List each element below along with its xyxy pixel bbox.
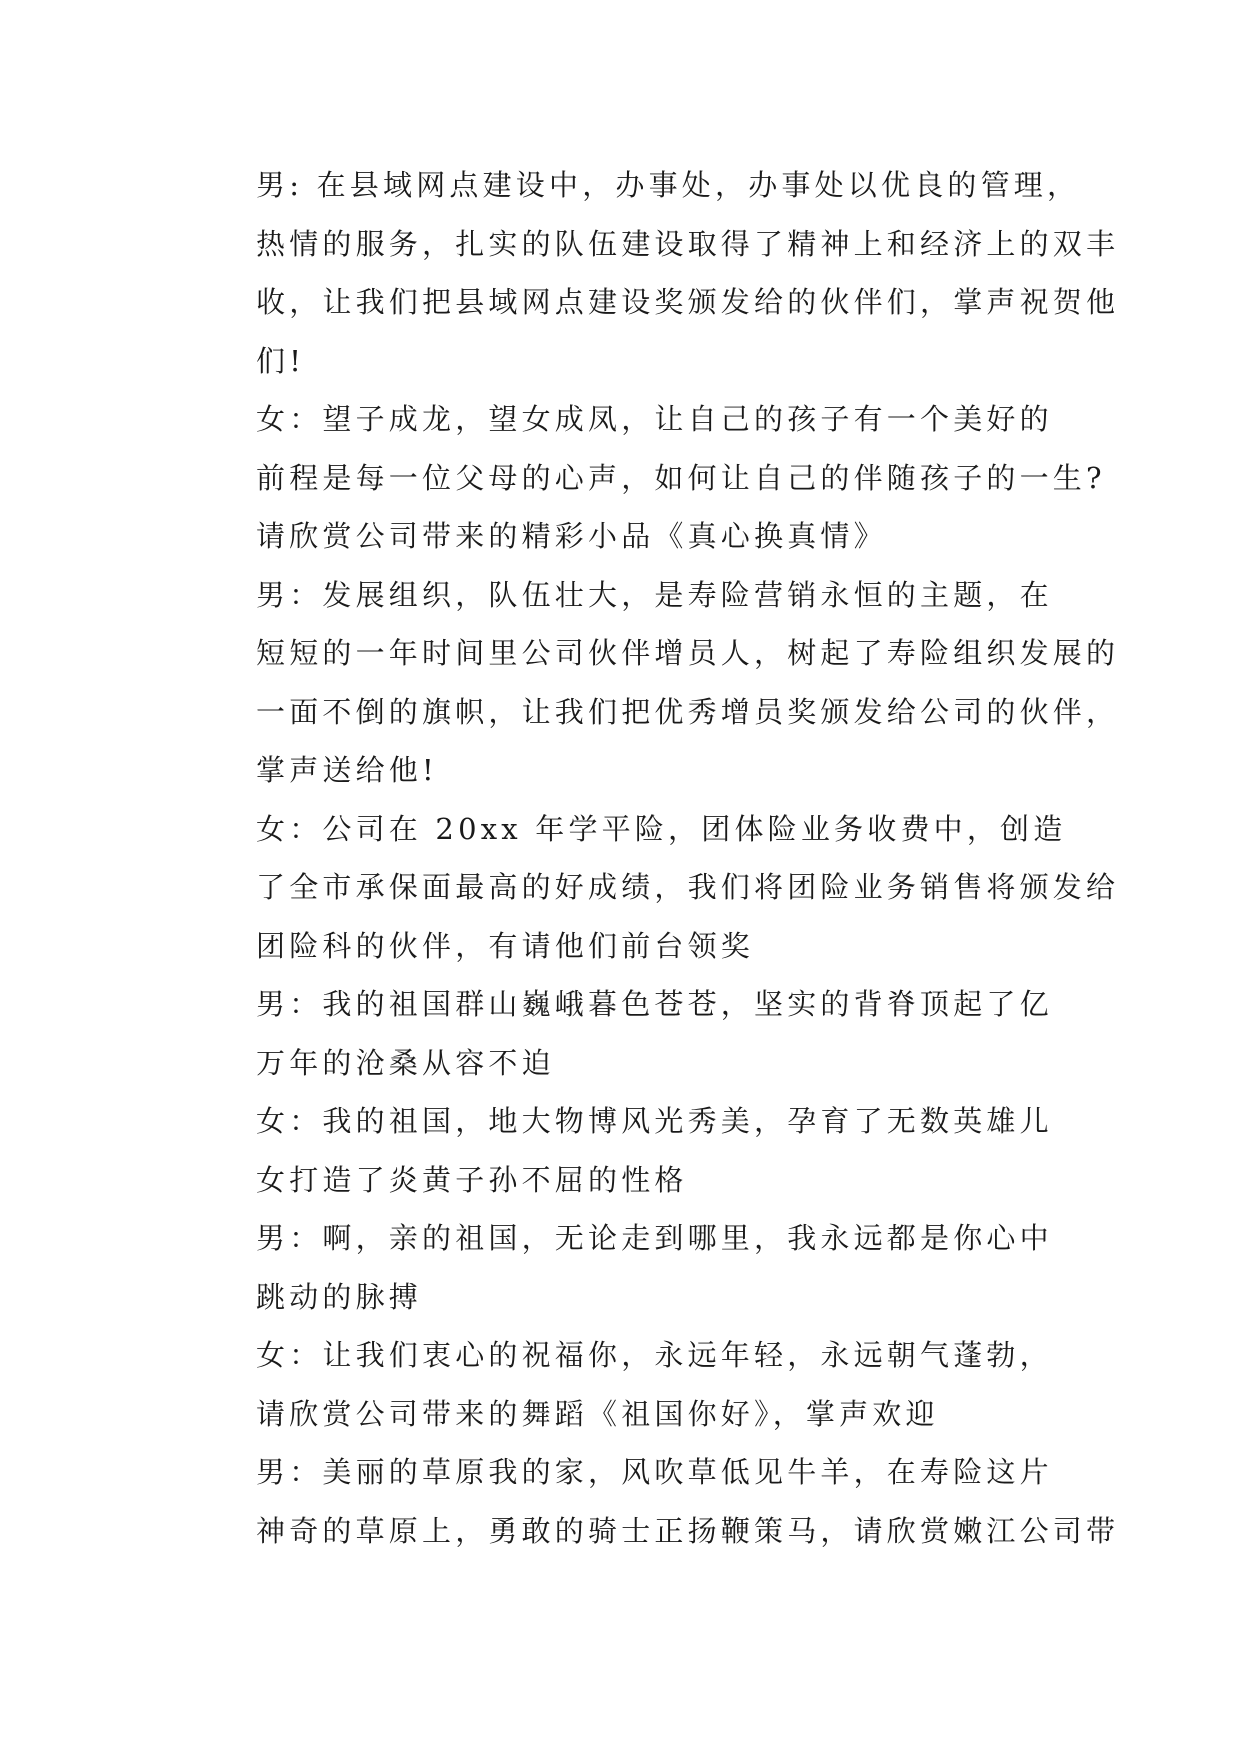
paragraph	[190, 156, 1120, 390]
text-line: 男：美丽的草原我的家，风吹草低见牛羊，在寿险这片	[256, 1455, 1053, 1489]
text-line: 前程是每一位父母的心声，如何让自己的伴随孩子的一生?	[256, 460, 1106, 495]
text-line: 跳动的脉搏	[256, 1279, 423, 1314]
text-line: 掌声送给他!	[256, 753, 438, 787]
text-line: 男：啊，亲的祖国，无论走到哪里，我永远都是你心中	[256, 1221, 1053, 1255]
text-line: 了全市承保面最高的好成绩，我们将团险业务销售将颁发给	[256, 870, 1120, 904]
text-line: 神奇的草原上，勇敢的骑士正扬鞭策马，请欣赏嫩江公司带	[256, 1513, 1120, 1548]
text-line: 一面不倒的旗帜，让我们把优秀增员奖颁发给公司的伙伴，	[256, 694, 1120, 729]
text-line: 女：我的祖国，地大物博风光秀美，孕育了无数英雄儿	[256, 1104, 1053, 1138]
text-line: 请欣赏公司带来的精彩小品《真心换真情》	[256, 519, 887, 553]
text-line: 收，让我们把县域网点建设奖颁发给的伙伴们，掌声祝贺他	[256, 285, 1120, 319]
text-line: 女：让我们衷心的祝福你，永远年轻，永远朝气蓬勃，	[256, 1338, 1053, 1372]
text-line: 热情的服务，扎实的队伍建设取得了精神上和经济上的双丰	[256, 226, 1120, 261]
paragraph	[190, 1209, 1054, 1326]
text-line: 请欣赏公司带来的舞蹈《祖国你好》，掌声欢迎	[256, 1396, 939, 1431]
text-line: 男：我的祖国群山巍峨暮色苍苍，坚实的背脊顶起了亿	[256, 987, 1053, 1021]
text-line: 万年的沧桑从容不迫	[256, 1045, 555, 1080]
paragraph	[190, 566, 1120, 800]
text-line: 男: 在县域网点建设中，办事处，办事处以优良的管理，	[256, 168, 1081, 202]
paragraph	[190, 1326, 1054, 1443]
text-line: 们!	[256, 343, 306, 378]
paragraph	[190, 390, 1106, 566]
paragraph	[190, 1443, 1120, 1560]
text-line: 女：公司在 20xx 年学平险，团体险业务收费中，创造	[256, 811, 1067, 846]
document-body	[190, 156, 1120, 1560]
text-line: 女：望子成龙，望女成凤，让自己的孩子有一个美好的	[256, 402, 1053, 436]
paragraph	[190, 975, 1054, 1092]
text-line: 女打造了炎黄子孙不屈的性格	[256, 1162, 688, 1197]
text-line: 团险科的伙伴，有请他们前台领奖	[256, 928, 755, 963]
text-line: 短短的一年时间里公司伙伴增员人，树起了寿险组织发展的	[256, 636, 1120, 670]
text-line: 男：发展组织，队伍壮大，是寿险营销永恒的主题，在	[256, 577, 1053, 612]
paragraph	[190, 1092, 1054, 1209]
paragraph	[190, 800, 1120, 976]
